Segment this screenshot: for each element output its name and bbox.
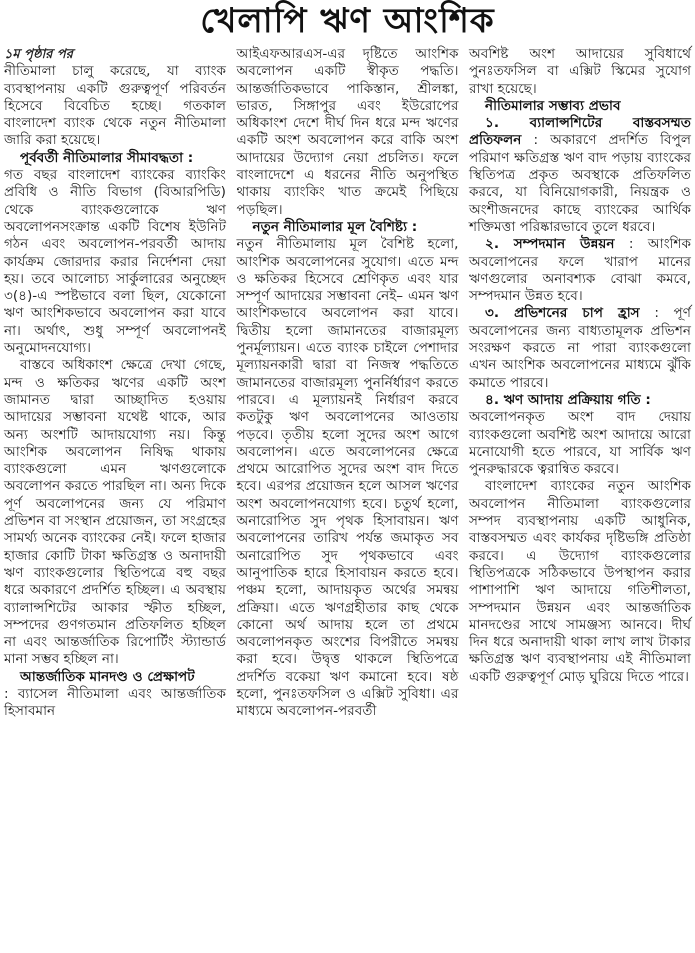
paragraph: বাংলাদেশ ব্যাংকের নতুন আংশিক অবলোপন নীতিমালা ব্যাংকগুলোর সম্পদ ব্যবস্থাপনায় একটি আধুনিক, বাস্তবসম্মত এবং কার্যকর দৃষ্টিভঙ্গি প্রতিষ্ঠা করবে। এ উদ্যোগ ব্যাংকগুলোর স্থিতিপত্রকে সঠিকভাবে উপস্থাপন করার পাশাপাশি ঋণ আদায়ে গতিশীলতা, সম্পদমান উন্নয়ন এবং আন্তর্জাতিক মানদণ্ডের সাথে সামঞ্জস্য আনবে। দীর্ঘ দিন ধরে অনাদায়ী থাকা লাখ লাখ টাকার ক্ষতিগ্রস্ত ঋণ ব্যবস্থাপনায় এই নীতিমালা একটি গুরুত্বপূর্ণ মোড় ঘুরিয়ে দিতে পারে। xyxy=(469,478,691,685)
point-heading: ৪. ঋণ আদায় প্রক্রিয়ায় গতি : xyxy=(485,391,651,408)
subheading: আন্তর্জাতিক মানদণ্ড ও প্রেক্ষাপট xyxy=(20,668,195,685)
paragraph: গত বছর বাংলাদেশ ব্যাংকের ব্যাংকিং প্রবিধি ও নীতি বিভাগ (বিআরপিডি) থেকে ব্যাংকগুলোকে ঋণ অবলোপনসংক্রান্ত একটি বিশেষ ইউনিট গঠন এবং অবলোপন-পরবর্তী আদায় কার্যক্রম জোরদার করার নির্দেশনা দেয়া হয়। তবে আলোচ্য সার্কুলারের অনুচ্ছেদ ৩(৪)-এ স্পষ্টভাবে বলা ছিল, যেকোনো ঋণ আংশিকভাবে অবলোপন করা যাবে না। অর্থাৎ, শুধু সম্পূর্ণ অবলোপনই অনুমোদনযোগ্য। xyxy=(4,167,226,357)
paragraph: : আংশিক অবলোপনের ফলে খারাপ মানের ঋণগুলোর অনাবশ্যক বোঝা কমবে, সম্পদমান উন্নত হবে। xyxy=(469,236,691,305)
paragraph: : অকারণে প্রদর্শিত বিপুল পরিমাণ ক্ষতিগ্রস্ত ঋণ বাদ পড়ায় ব্যাংকের স্থিতিপত্র প্রকৃত অবস্থাকে প্রতিফলিত করবে, যা বিনিয়োগকারী, নিয়ন্ত্রক ও অংশীজনদের কাছে ব্যাংকের আর্থিক শক্তিমত্তা পরিষ্কারভাবে তুলে ধরবে। xyxy=(469,132,691,235)
article-body xyxy=(0,40,695,721)
paragraph: বাস্তবে অধিকাংশ ক্ষেত্রে দেখা গেছে, মন্দ ও ক্ষতিকর ঋণের একটি অংশ জামানত দ্বারা আচ্ছাদিত হওয়ায় আদায়ের সম্ভাবনা যথেষ্ট থাকে, আর অন্য অংশটি আদায়যোগ্য নয়। কিন্তু আংশিক অবলোপন নিষিদ্ধ থাকায় ব্যাংকগুলো এমন ঋণগুলোকে অবলোপন করতে পারছিল না। অন্য দিকে পূর্ণ অবলোপনের জন্য যে পরিমাণ প্রভিশন বা সংস্থান প্রয়োজন, তা সংগ্রহের সামর্থ্য অনেক ব্যাংকের নেই। ফলে হাজার হাজার কোটি টাকা ক্ষতিগ্রস্ত ও অনাদায়ী ঋণ ব্যাংকগুলোর স্থিতিপত্রে বহু বছর ধরে অকারণে প্রদর্শিত হচ্ছিল। এ অবস্থায় ব্যালান্সশিটের আকার স্ফীত হচ্ছিল, সম্পদের গুণগতমান প্রতিফলিত হচ্ছিল না এবং আন্তর্জাতিক রিপোর্টিং স্ট্যান্ডার্ড মানা সম্ভব হচ্ছিল না। xyxy=(4,357,226,668)
subheading: নীতিমালার সম্ভাব্য প্রভাব xyxy=(485,97,621,114)
subheading: পূর্ববর্তী নীতিমালার সীমাবদ্ধতা : xyxy=(20,149,194,166)
paragraph: অবলোপনকৃত অংশ বাদ দেয়ায় ব্যাংকগুলো অবশিষ্ট অংশ আদায়ে আরো মনোযোগী হতে পারবে, যা সার্বিক ঋণ পুনরুদ্ধারকে ত্বরান্বিত করবে। xyxy=(469,409,691,478)
paragraph: : পূর্ণ অবলোপনের জন্য বাধ্যতামূলক প্রভিশন সংরক্ষণ করতে না পারা ব্যাংকগুলো এখন আংশিক অবলোপনের মাধ্যমে ঝুঁকি কমাতে পারবে। xyxy=(469,305,692,391)
paragraph: নতুন নীতিমালায় মূল বৈশিষ্ট হলো, আংশিক অবলোপনের সুযোগ। এতে মন্দ ও ক্ষতিকর হিসেবে শ্রেণিকৃত এবং যার সম্পূর্ণ আদায়ের সম্ভাবনা নেই– এমন ঋণ আংশিকভাবে অবলোপন করা যাবে। দ্বিতীয় হলো জামানতের বাজারমূল্য পুনর্মূল্যায়ন। এতে ব্যাংক চাইলে পেশাদার মূল্যায়নকারী দ্বারা বা নিজস্ব পদ্ধতিতে জামানতের বাজারমূল্য পুনর্নির্ধারণ করতে পারবে। এ মূল্যায়নই নির্ধারণ করবে কতটুকু ঋণ অবলোপনের আওতায় পড়বে। তৃতীয় হলো সুদের অংশ আগে অবলোপন। এতে অবলোপনের ক্ষেত্রে প্রথমে আরোপিত সুদের অংশ বাদ দিতে হবে। এরপর প্রয়োজন হলে আসল ঋণের অংশ অবলোপনযোগ্য হবে। চতুর্থ হলো, অনারোপিত সুদ পৃথক হিসাবায়ন। ঋণ অবলোপনের তারিখ পর্যন্ত জমাকৃত সব অনারোপিত সুদ পৃথকভাবে এবং আনুপাতিক হারে হিসাবায়ন করতে হবে। পঞ্চম হলো, আদায়কৃত অর্থের সমন্বয় প্রক্রিয়া। এতে ঋণগ্রহীতার কাছ থেকে কোনো অর্থ আদায় হলে তা প্রথমে অবলোপনকৃত অংশের বিপরীতে সমন্বয় করা হবে। উদ্বৃত্ত থাকলে স্থিতিপত্রে প্রদর্শিত বকেয়া ঋণ কমানো হবে। ষষ্ঠ হলো, পুনঃতফসিল ও এক্সিট সুবিধা। এর মাধ্যমে অবলোপন-পরবর্তী xyxy=(236,236,459,720)
point-heading: ১. ব্যালান্সশিটের বাস্তবসম্মত প্রতিফলন xyxy=(469,115,691,149)
point-heading: ৩. প্রভিশনের চাপ হ্রাস xyxy=(485,305,640,322)
continued-from-label: ১ম পৃষ্ঠার পর xyxy=(4,47,73,62)
paragraph: নীতিমালা চালু করেছে, যা ব্যাংক ব্যবস্থাপনায় একটি গুরুত্বপূর্ণ পরিবর্তন হিসেবে বিবেচিত হচ্ছে। গতকাল বাংলাদেশ ব্যাংক থেকে নতুন নীতিমালা জারি করা হয়েছে। xyxy=(4,63,226,149)
column-2 xyxy=(237,46,459,721)
subheading: নতুন নীতিমালার মূল বৈশিষ্ট্য : xyxy=(252,218,418,235)
paragraph: আইএফআরএস-এর দৃষ্টিতে আংশিক অবলোপন একটি স্বীকৃত পদ্ধতি। আন্তর্জাতিকভাবে পাকিস্তান, শ্রীলঙ্কা, ভারত, সিঙ্গাপুর এবং ইউরোপের অধিকাংশ দেশে দীর্ঘ দিন ধরে মন্দ ঋণের একটি অংশ অবলোপন করে বাকি অংশ আদায়ের উদ্যোগ নেয়া প্রচলিত। ফলে বাংলাদেশে এ ধরনের নীতি অনুপস্থিত থাকায় ব্যাংকিং খাত ক্রমেই পিছিয়ে পড়ছিল। xyxy=(236,46,459,218)
column-1 xyxy=(4,46,226,721)
paragraph: : ব্যাসেল নীতিমালা এবং আন্তর্জাতিক হিসাবমান xyxy=(4,685,226,720)
paragraph: অবশিষ্ট অংশ আদায়ের সুবিধার্থে পুনঃতফসিল বা এক্সিট স্কিমের সুযোগ রাখা হয়েছে। xyxy=(469,46,691,97)
column-3 xyxy=(469,46,691,721)
point-heading: ২. সম্পদমান উন্নয়ন xyxy=(485,236,615,253)
article-headline: খেলাপি ঋণ আংশিক xyxy=(200,1,495,41)
